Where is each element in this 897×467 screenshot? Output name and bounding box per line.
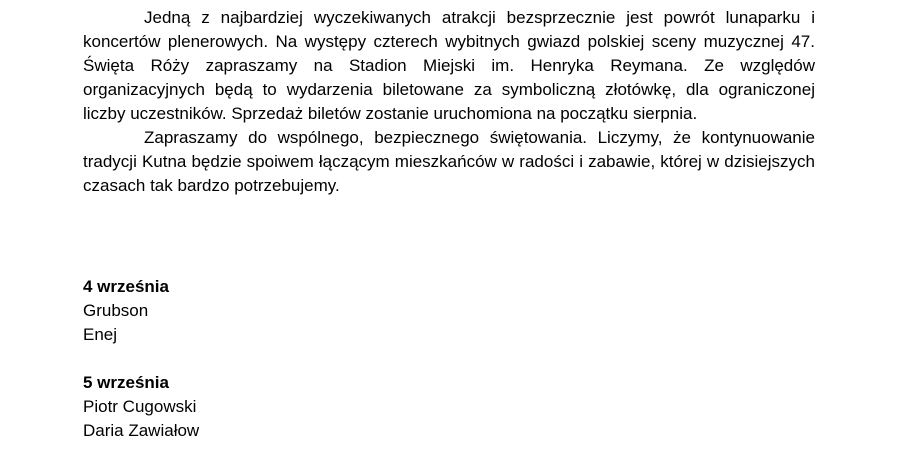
artist-name: Grubson — [83, 301, 149, 320]
schedule-date: 4 września — [83, 277, 169, 296]
artist-name: Enej — [83, 325, 118, 344]
schedule-day — [83, 371, 483, 443]
artist-name: Piotr Cugowski — [83, 397, 197, 416]
artist-name: Daria Zawiałow — [83, 421, 200, 440]
document-body — [83, 6, 815, 198]
invitation-paragraph: Zapraszamy do wspólnego, bezpiecznego świętowania. Liczymy, że kontynuowanie tradycji Kutna będzie spoiwem łączącym mieszkańców w radości i zabawie, której w dzisiejszych czasach tak bardzo potrzebujemy. — [83, 128, 815, 195]
schedule-day — [83, 275, 483, 347]
schedule-date: 5 września — [83, 373, 169, 392]
intro-paragraph: Jedną z najbardziej wyczekiwanych atrakcji bezsprzecznie jest powrót lunaparku i koncertów plenerowych. Na występy czterech wybitnych gwiazd polskiej sceny muzycznej 47. Święta Róży zapraszamy na Stadion Miejski im. Henryka Reymana. Ze względów organizacyjnych będą to wydarzenia biletowane za symboliczną złotówkę, dla ograniczonej liczby uczestników. Sprzedaż biletów zostanie uruchomiona na początku sierpnia. — [83, 8, 815, 123]
